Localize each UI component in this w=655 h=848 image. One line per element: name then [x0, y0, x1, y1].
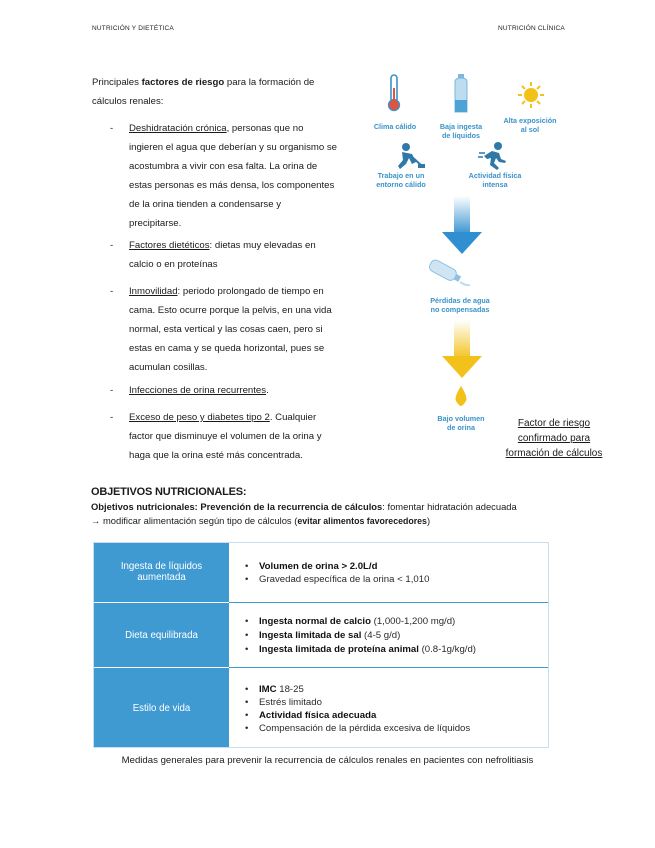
header-right: NUTRICIÓN CLÍNICA	[498, 25, 565, 32]
list-item: • Volumen de orina > 2.0L/d	[245, 561, 378, 572]
label-warm-climate: Clima cálido	[373, 122, 417, 131]
row-label-diet: Dieta equilibrada	[125, 630, 198, 641]
runner-icon	[478, 141, 508, 171]
row-label-lifestyle: Estilo de vida	[132, 703, 191, 714]
drop-icon	[454, 386, 468, 406]
risk-infographic	[360, 68, 580, 438]
list-item: • IMC 18-25	[245, 684, 304, 695]
blue-down-arrow	[442, 196, 482, 256]
list-item: • Ingesta limitada de sal (4-5 g/d)	[245, 630, 401, 641]
bullet-dehydration: - Deshidratación crónica, personas que no ingieren el agua que deberían y su organismo se acostumbra a vivir con esa falta. La orina de estas personas es más densa, los componentes de la orina tienden a condensarse y precipitarse.	[110, 123, 338, 229]
objectives-title: OBJETIVOS NUTRICIONALES:	[91, 486, 247, 498]
label-water-loss: Pérdidas de agua no compensadas	[430, 296, 490, 314]
bullet-overweight-diabetes: - Exceso de peso y diabetes tipo 2. Cualquier factor que disminuye el volumen de la orina y haga que la orina esté más concentrada.	[110, 412, 322, 461]
bullet-urinary-infections: - Infecciones de orina recurrentes.	[110, 385, 269, 396]
list-item: • Actividad física adecuada	[245, 710, 377, 721]
row-label-fluids: Ingesta de líquidos aumentada	[120, 561, 203, 583]
water-bottle-icon	[452, 74, 470, 114]
thermometer-icon	[387, 74, 401, 112]
list-item: • Compensación de la pérdida excesiva de líquidos	[245, 723, 471, 734]
bullet-dietary-factors: - Factores dietéticos: dietas muy elevadas en calcio o en proteínas	[110, 240, 316, 270]
spilled-bottle-icon	[422, 258, 470, 288]
list-item: • Ingesta limitada de proteína animal (0.8-1g/kg/d)	[245, 644, 476, 655]
label-sun-exposure: Alta exposición al sol	[503, 116, 557, 134]
label-intense-activity: Actividad física intensa	[468, 171, 522, 189]
worker-icon	[396, 142, 426, 170]
label-low-urine: Bajo volumen de orina	[437, 414, 485, 432]
list-item: • Estrés limitado	[245, 697, 322, 708]
list-item: • Gravedad específica de la orina < 1,010	[245, 574, 430, 585]
prevention-table	[93, 542, 549, 748]
intro-paragraph: Principales factores de riesgo para la formación de cálculos renales:	[92, 77, 315, 107]
risk-factor-caption: Factor de riesgo confirmado para formación de cálculos	[505, 418, 603, 459]
objectives-text: Objetivos nutricionales: Prevención de la recurrencia de cálculos: fomentar hidratación adecuada → modificar alimentación según tipo de cálculos (evitar alimentos favorecedores)	[91, 501, 517, 526]
header-left: NUTRICIÓN Y DIETÉTICA	[92, 25, 174, 32]
list-item: • Ingesta normal de calcio (1,000-1,200 mg/d)	[245, 616, 456, 627]
label-hot-work: Trabajo en un entorno cálido	[376, 171, 426, 189]
bullet-immobility: - Inmovilidad: periodo prolongado de tiempo en cama. Esto ocurre porque la pelvis, en una vida normal, esta vertical y las cosas caen, pero si estas en cama y se queda horizontal, pues se acumulan cosillas.	[110, 286, 332, 373]
table-caption: Medidas generales para prevenir la recurrencia de cálculos renales en pacientes con nefrolitiasis	[121, 755, 534, 766]
label-low-fluid-intake: Baja ingesta de líquidos	[439, 122, 483, 140]
yellow-down-arrow	[442, 320, 482, 380]
sun-icon	[517, 81, 545, 109]
